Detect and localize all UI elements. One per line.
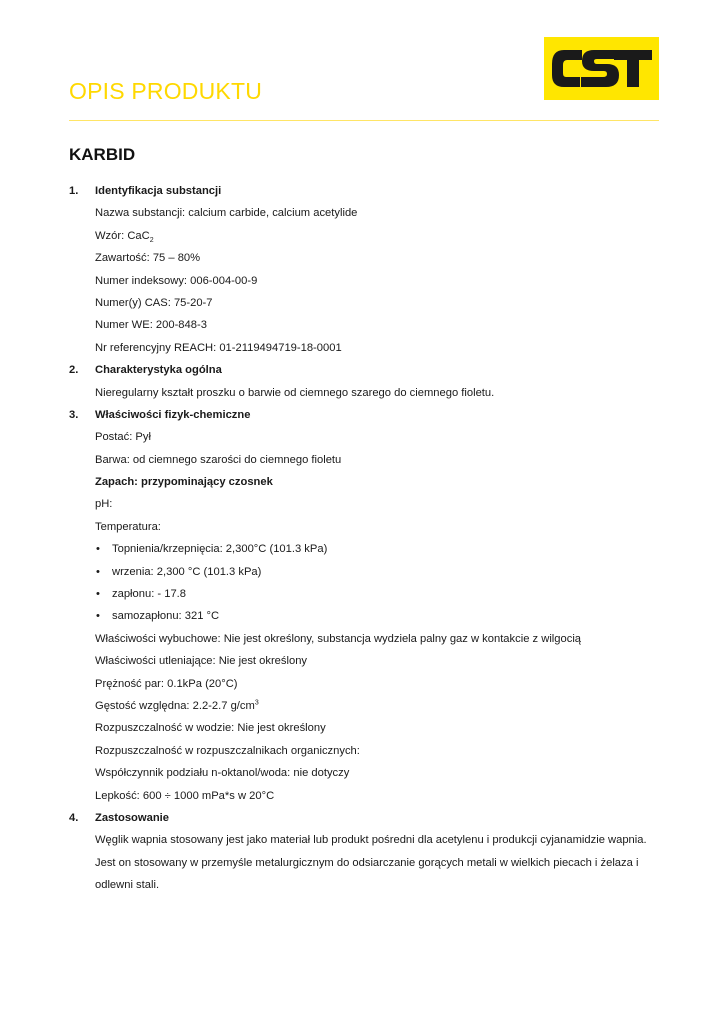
section-title: Właściwości fizyk-chemiczne [95, 408, 251, 421]
bullet-icon: • [96, 543, 100, 556]
index-number: Numer indeksowy: 006-004-00-9 [95, 274, 258, 287]
bullet-item [69, 605, 669, 627]
header-divider [69, 120, 659, 121]
section-number: 3. [69, 408, 79, 421]
relative-density [69, 695, 669, 717]
document-title: OPIS PRODUKTU [69, 78, 263, 104]
bullet-icon: • [96, 565, 100, 578]
bullet-icon: • [96, 588, 100, 601]
bullet-item [69, 561, 669, 583]
section-title: Zastosowanie [95, 811, 169, 824]
general-description: Nieregularny kształt proszku o barwie od ciemnego szarego do ciemnego fioletu. [95, 386, 495, 399]
formula-prefix: Wzór: CaC [95, 229, 150, 242]
section-number: 4. [69, 811, 79, 824]
bullet-item [69, 583, 669, 605]
viscosity: Lepkość: 600 ÷ 1000 mPa*s w 20°C [95, 789, 275, 802]
oxidizing-properties: Właściwości utleniające: Nie jest określony [95, 655, 308, 668]
density-superscript: 3 [254, 699, 259, 707]
document-body [69, 180, 669, 897]
section-number: 1. [69, 185, 79, 197]
bullet-icon: • [96, 610, 100, 623]
odor: Zapach: przypominający czosnek [95, 476, 273, 489]
color: Barwa: od ciemnego szarości do ciemnego fioletu [95, 453, 342, 466]
reach-number: Nr referencyjny REACH: 01-2119494719-18-0001 [95, 341, 342, 354]
section-title: Identyfikacja substancji [95, 185, 222, 197]
bullet-text: Topnienia/krzepnięcia: 2,300°C (101.3 kPa) [112, 543, 328, 556]
usage-line: odlewni stali. [95, 879, 160, 892]
we-number: Numer WE: 200-848-3 [95, 319, 207, 332]
bullet-item [69, 538, 669, 560]
usage-line: Jest on stosowany w przemyśle metalurgicznym do odsiarczanie gorących metali w wielkich piecach i żelaza i [95, 856, 639, 869]
bullet-text: samozapłonu: 321 °C [112, 610, 220, 623]
section-2-heading [69, 359, 669, 381]
substance-name: Nazwa substancji: calcium carbide, calcium acetylide [95, 207, 358, 220]
usage-line: Węglik wapnia stosowany jest jako materiał lub produkt pośredni dla acetylenu i produkcji cyjanamidzie wapnia. [95, 834, 647, 847]
density-prefix: Gęstość względna: 2.2-2.7 g/cm [95, 699, 255, 712]
organic-solubility: Rozpuszczalność w rozpuszczalnikach organicznych: [95, 744, 360, 757]
temperature-label: Temperatura: [95, 520, 161, 533]
cas-number: Numer(y) CAS: 75-20-7 [95, 296, 213, 309]
bullet-text: zapłonu: - 17.8 [112, 588, 187, 601]
section-4-heading [69, 807, 669, 829]
form: Postać: Pył [95, 431, 151, 444]
vapor-pressure: Prężność par: 0.1kPa (20°C) [95, 677, 238, 690]
formula [69, 225, 669, 247]
formula-subscript: 2 [149, 237, 154, 245]
ph: pH: [95, 498, 113, 511]
product-name: KARBID [69, 145, 136, 164]
section-3-heading [69, 404, 669, 426]
cst-logo [544, 37, 659, 100]
bullet-text: wrzenia: 2,300 °C (101.3 kPa) [112, 565, 262, 578]
cst-logo-mark [544, 37, 659, 100]
section-title: Charakterystyka ogólna [95, 364, 222, 377]
content-percent: Zawartość: 75 – 80% [95, 252, 201, 265]
section-1-heading [69, 180, 669, 202]
section-number: 2. [69, 364, 79, 377]
water-solubility: Rozpuszczalność w wodzie: Nie jest określony [95, 722, 326, 735]
explosive-properties: Właściwości wybuchowe: Nie jest określony, substancja wydziela palny gaz w kontakcie z wilgocią [95, 632, 582, 645]
partition-coefficient: Współczynnik podziału n-oktanol/woda: nie dotyczy [95, 767, 350, 780]
